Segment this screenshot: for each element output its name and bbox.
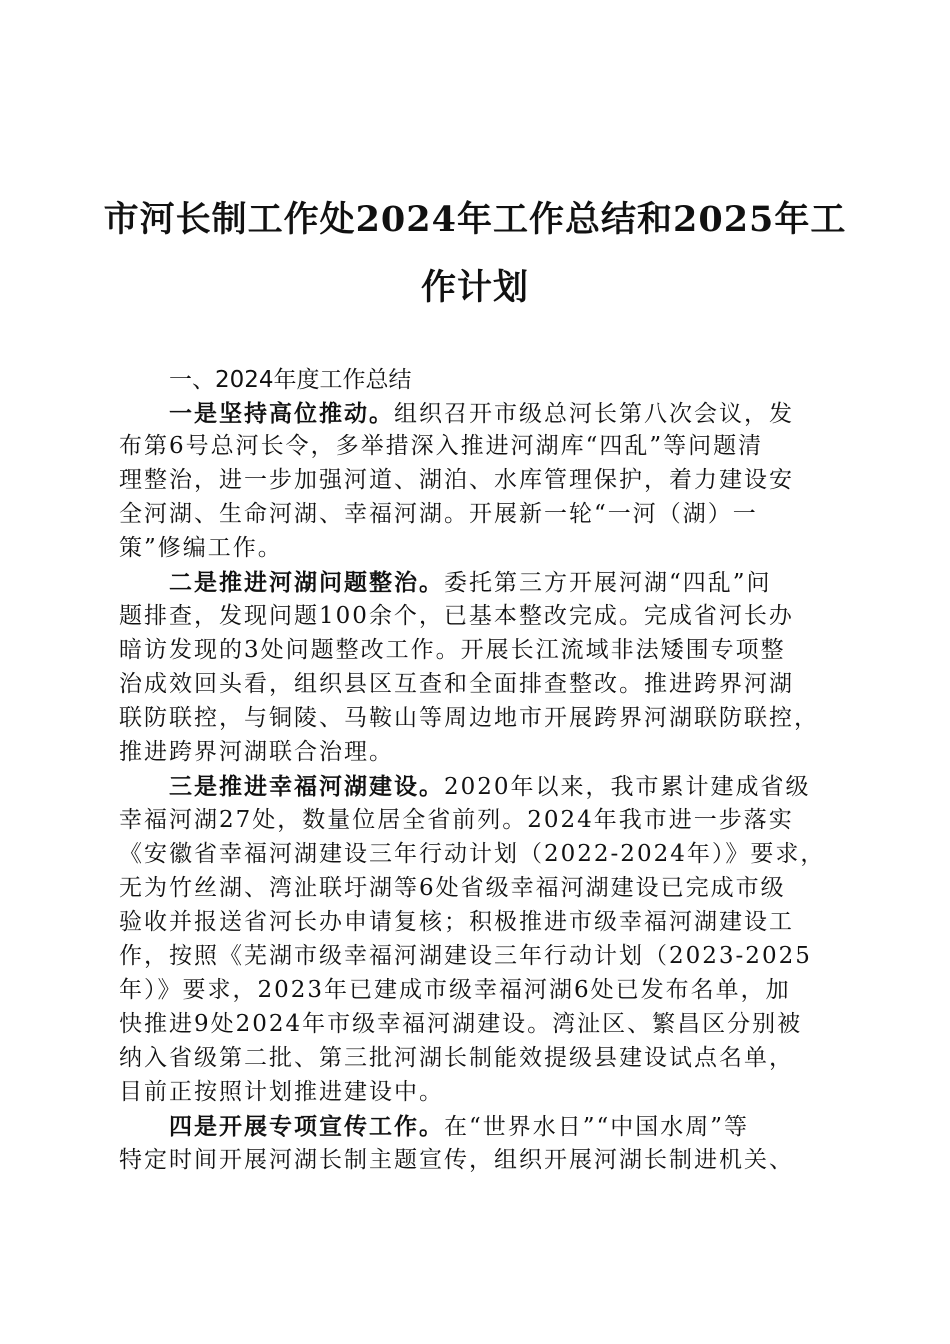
paragraph-line: 理整治，进一步加强河道、湖泊、水库管理保护，着力建设安 <box>119 467 794 493</box>
paragraph-text: 在“世界水日”“中国水周”等 <box>444 1114 750 1140</box>
paragraph-lead: 二是推进河湖问题整治。 <box>169 569 444 596</box>
paragraph-line: 快推进9处2024年市级幸福河湖建设。湾沚区、繁昌区分别被 <box>119 1011 803 1037</box>
paragraph-line <box>169 770 839 804</box>
section-heading-text: 一、2024年度工作总结 <box>169 367 412 393</box>
paragraph-line: 特定时间开展河湖长制主题宣传，组织开展河湖长制进机关、 <box>119 1147 794 1173</box>
paragraph-line: 全河湖、生命河湖、幸福河湖。开展新一轮“一河（湖）一 <box>119 501 758 527</box>
section-heading <box>169 364 839 397</box>
paragraph-lead: 三是推进幸福河湖建设。 <box>169 773 444 800</box>
paragraph-line: 治成效回头看，组织县区互查和全面排查整改。推进跨界河湖 <box>119 671 794 697</box>
paragraph-line: 策”修编工作。 <box>119 535 283 561</box>
document-title-line-1: 市河长制工作处2024年工作总结和2025年工 <box>103 199 847 240</box>
paragraph-line: 验收并报送省河长办申请复核；积极推进市级幸福河湖建设工 <box>119 909 794 935</box>
paragraph-line: 联防联控，与铜陵、马鞍山等周边地市开展跨界河湖联防联控， <box>119 705 819 731</box>
paragraph-line <box>169 397 839 431</box>
paragraph-line: 《安徽省幸福河湖建设三年行动计划（2022-2024年）》要求， <box>119 841 826 867</box>
paragraph-line: 布第6号总河长令，多举措深入推进河湖库“四乱”等问题清 <box>119 433 764 459</box>
paragraph-lead: 四是开展专项宣传工作。 <box>169 1113 444 1140</box>
paragraph-line: 年）》要求，2023年已建成市级幸福河湖6处已发布名单，加 <box>119 977 791 1003</box>
paragraph-line: 目前正按照计划推进建设中。 <box>119 1079 444 1105</box>
paragraph-lead: 一是坚持高位推动。 <box>169 400 394 427</box>
paragraph-line <box>169 566 839 600</box>
paragraph-line: 幸福河湖27处，数量位居全省前列。2024年我市进一步落实 <box>119 807 794 833</box>
paragraph-text: 2020年以来，我市累计建成省级 <box>444 774 811 800</box>
document-title-line-2: 作计划 <box>420 267 529 308</box>
paragraph-line: 推进跨界河湖联合治理。 <box>119 739 394 765</box>
paragraph-text: 组织召开市级总河长第八次会议，发 <box>394 401 794 427</box>
paragraph-line: 暗访发现的3处问题整改工作。开展长江流域非法矮围专项整 <box>119 637 786 663</box>
paragraph-line: 无为竹丝湖、湾沚联圩湖等6处省级幸福河湖建设已完成市级 <box>119 875 786 901</box>
paragraph-line: 作，按照《芜湖市级幸福河湖建设三年行动计划（2023-2025 <box>119 943 812 969</box>
paragraph-line: 题排查，发现问题100余个，已基本整改完成。完成省河长办 <box>119 603 794 629</box>
paragraph-line <box>169 1110 839 1144</box>
paragraph-text: 委托第三方开展河湖“四乱”问 <box>444 570 772 596</box>
paragraph-line: 纳入省级第二批、第三批河湖长制能效提级县建设试点名单， <box>119 1045 794 1071</box>
